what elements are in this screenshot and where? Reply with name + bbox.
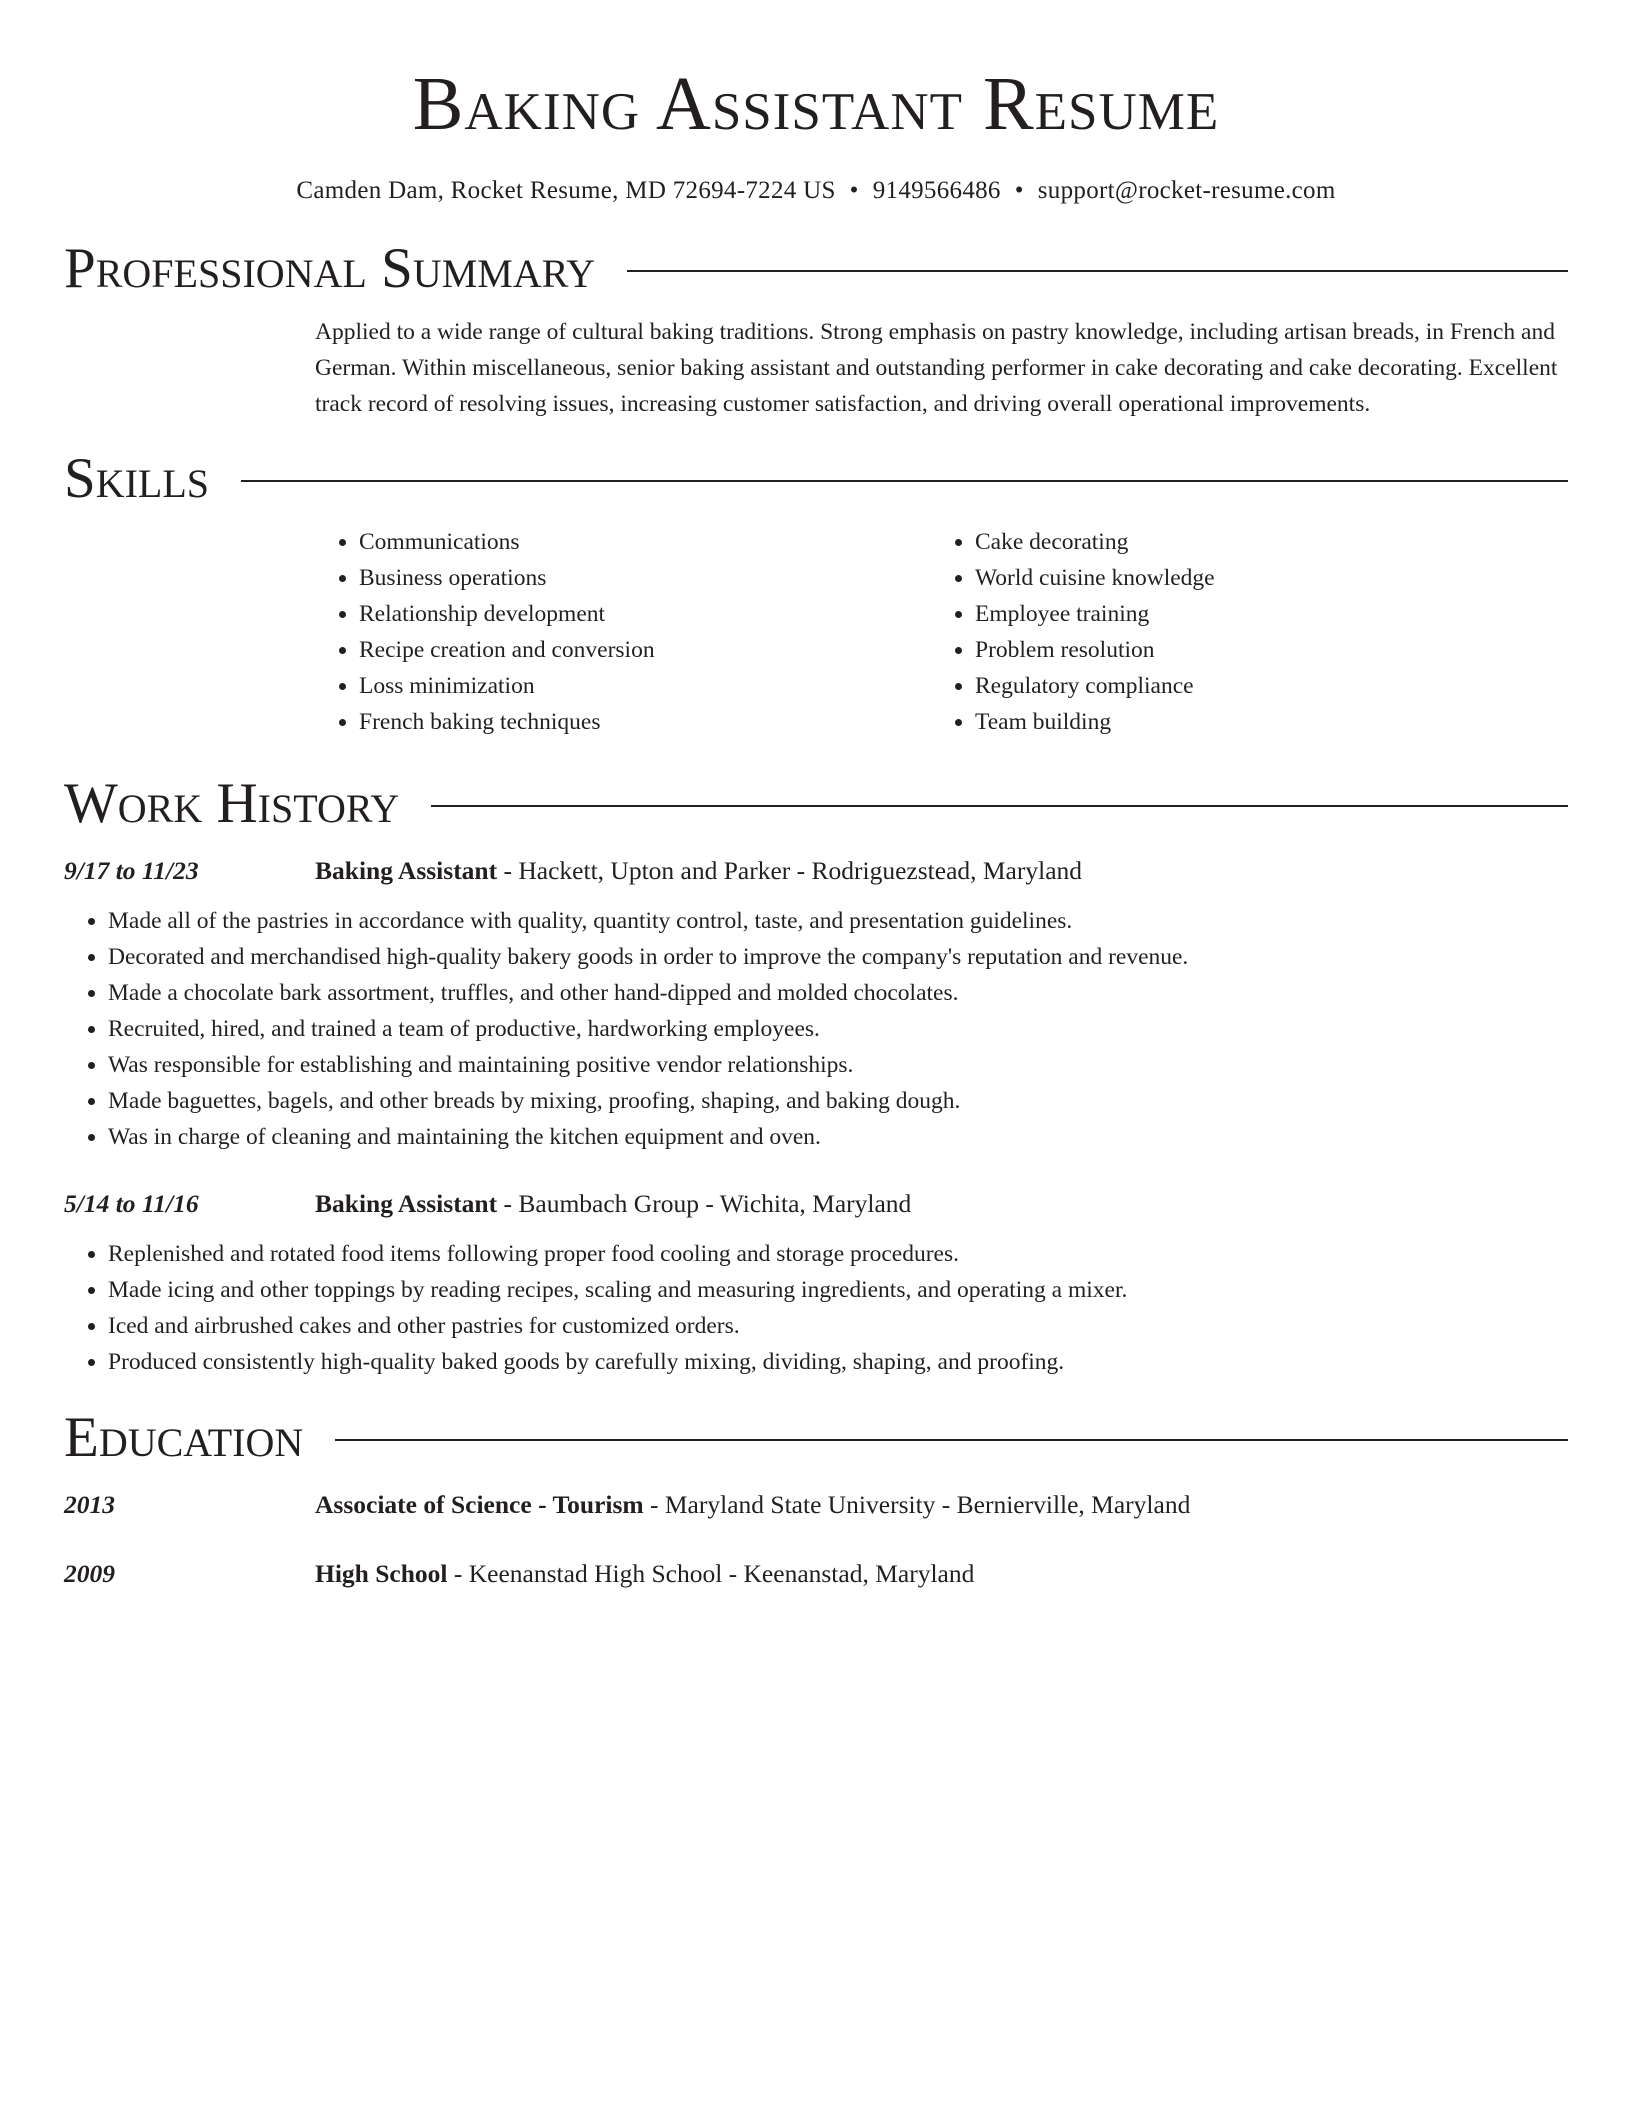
skill-item: • Relationship development bbox=[359, 596, 931, 632]
skills-column-right bbox=[931, 524, 1547, 740]
skill-item: • Loss minimization bbox=[359, 668, 931, 704]
job-heading bbox=[315, 854, 1082, 888]
skills-column-left bbox=[315, 524, 931, 740]
section-header-summary bbox=[64, 237, 1568, 301]
section-title-education: Education bbox=[64, 1406, 304, 1469]
duty-item: • Replenished and rotated food items following proper food cooling and storage procedures. bbox=[108, 1236, 1568, 1272]
summary-block bbox=[315, 314, 1568, 422]
skill-item: • Cake decorating bbox=[975, 524, 1547, 560]
contact-separator: • bbox=[849, 177, 859, 204]
education-heading bbox=[315, 1488, 1190, 1522]
duty-item: • Made a chocolate bark assortment, truffles, and other hand-dipped and molded chocolates. bbox=[108, 975, 1568, 1011]
education-details: - Maryland State University - Bernierville, Maryland bbox=[643, 1490, 1191, 1519]
job-details: - Hackett, Upton and Parker - Rodriguezstead, Maryland bbox=[497, 856, 1083, 885]
education-details: - Keenanstad High School - Keenanstad, Maryland bbox=[447, 1559, 975, 1588]
job-entry bbox=[64, 854, 1568, 1155]
section-header-education bbox=[64, 1406, 1568, 1470]
section-rule bbox=[335, 1439, 1568, 1441]
job-dates: 5/14 to 11/16 bbox=[64, 1189, 199, 1218]
education-entry bbox=[64, 1557, 1568, 1591]
job-heading bbox=[315, 1187, 911, 1221]
duty-item: • Made baguettes, bagels, and other breads by mixing, proofing, shaping, and baking dough. bbox=[108, 1083, 1568, 1119]
contact-email: support@rocket-resume.com bbox=[1037, 177, 1336, 204]
skill-item: • World cuisine knowledge bbox=[975, 560, 1547, 596]
job-entry bbox=[64, 1187, 1568, 1380]
duty-item: • Was in charge of cleaning and maintaining the kitchen equipment and oven. bbox=[108, 1119, 1568, 1155]
section-header-skills bbox=[64, 447, 1568, 511]
section-title-work: Work History bbox=[64, 772, 400, 835]
job-title: Baking Assistant bbox=[315, 1189, 498, 1218]
skill-item: • French baking techniques bbox=[359, 704, 931, 740]
section-rule bbox=[431, 805, 1568, 807]
section-header-work bbox=[64, 772, 1568, 836]
job-header bbox=[64, 854, 1568, 888]
duty-item: • Made icing and other toppings by reading recipes, scaling and measuring ingredients, and operating a mixer. bbox=[108, 1272, 1568, 1308]
section-rule bbox=[627, 270, 1568, 272]
job-duties bbox=[64, 1236, 1568, 1380]
contact-line bbox=[64, 175, 1568, 207]
job-duties bbox=[64, 903, 1568, 1155]
section-title-summary: Professional Summary bbox=[64, 237, 596, 300]
education-heading bbox=[315, 1557, 974, 1591]
job-header bbox=[64, 1187, 1568, 1221]
section-title-skills: Skills bbox=[64, 447, 210, 510]
education-year: 2009 bbox=[64, 1559, 115, 1588]
summary-text: Applied to a wide range of cultural baking traditions. Strong emphasis on pastry knowledge, including artisan breads, in French and German. Within miscellaneous, senior baking assistant and outstanding performer in cake decorating and cake decorating. Excellent track record of resolving issues, increasing customer satisfaction, and driving overall operational improvements. bbox=[315, 319, 1558, 417]
contact-address: Camden Dam, Rocket Resume, MD 72694-7224 US bbox=[296, 177, 836, 204]
skills-list bbox=[315, 524, 1568, 740]
skill-item: • Regulatory compliance bbox=[975, 668, 1547, 704]
duty-item: • Produced consistently high-quality baked goods by carefully mixing, dividing, shaping, and proofing. bbox=[108, 1344, 1568, 1380]
duty-item: • Decorated and merchandised high-quality bakery goods in order to improve the company's reputation and revenue. bbox=[108, 939, 1568, 975]
contact-separator: • bbox=[1014, 177, 1024, 204]
education-degree: Associate of Science - Tourism bbox=[315, 1490, 644, 1519]
education-degree: High School bbox=[315, 1559, 448, 1588]
skill-item: • Problem resolution bbox=[975, 632, 1547, 668]
skill-item: • Recipe creation and conversion bbox=[359, 632, 931, 668]
duty-item: • Made all of the pastries in accordance with quality, quantity control, taste, and presentation guidelines. bbox=[108, 903, 1568, 939]
job-details: - Baumbach Group - Wichita, Maryland bbox=[497, 1189, 912, 1218]
skill-item: • Communications bbox=[359, 524, 931, 560]
skill-item: • Business operations bbox=[359, 560, 931, 596]
resume-page bbox=[64, 0, 1568, 1591]
job-title: Baking Assistant bbox=[315, 856, 498, 885]
duty-item: • Iced and airbrushed cakes and other pastries for customized orders. bbox=[108, 1308, 1568, 1344]
skill-item: • Team building bbox=[975, 704, 1547, 740]
skill-item: • Employee training bbox=[975, 596, 1547, 632]
resume-title: Baking Assistant Resume bbox=[412, 62, 1220, 146]
section-rule bbox=[241, 480, 1568, 482]
contact-phone: 9149566486 bbox=[872, 177, 1001, 204]
duty-item: • Recruited, hired, and trained a team of productive, hardworking employees. bbox=[108, 1011, 1568, 1047]
education-entry bbox=[64, 1488, 1568, 1522]
job-dates: 9/17 to 11/23 bbox=[64, 856, 199, 885]
duty-item: • Was responsible for establishing and maintaining positive vendor relationships. bbox=[108, 1047, 1568, 1083]
education-year: 2013 bbox=[64, 1490, 115, 1519]
